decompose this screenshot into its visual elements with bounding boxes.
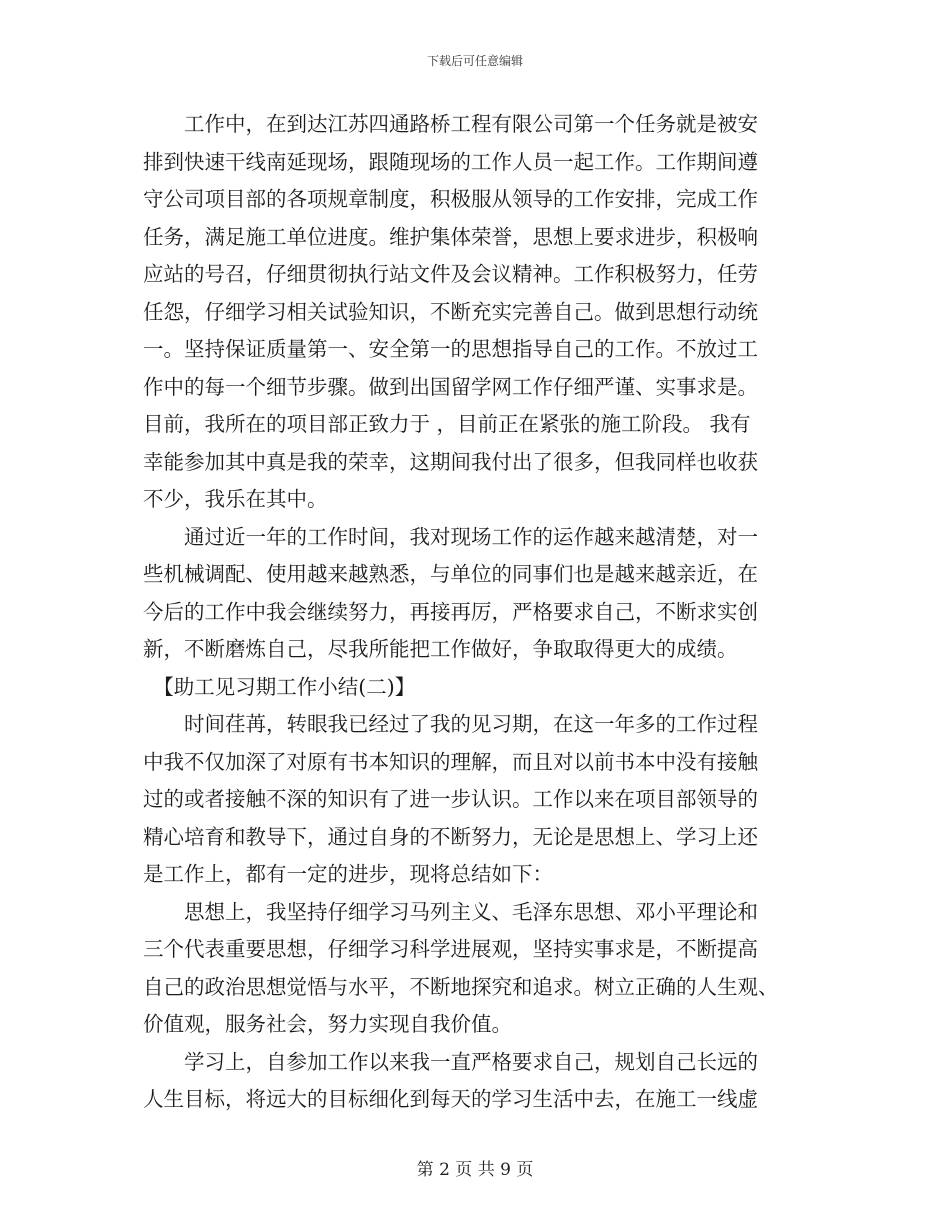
page-header: 下载后可任意编辑 — [426, 54, 523, 68]
text-line: 幸能参加其中真是我的荣幸，这期间我付出了很多，但我同样也收获 — [143, 449, 758, 474]
text-line: 些机械调配、使用越来越熟悉，与单位的同事们也是越来越亲近，在 — [143, 562, 758, 586]
text-line: 思想上，我坚持仔细学习马列主义、毛泽东思想、邓小平理论和 — [143, 899, 758, 924]
text-line: 一。坚持保证质量第一、安全第一的思想指导自己的工作。不放过工 — [143, 337, 758, 361]
page-number-footer: 第 2 页 共 9 页 — [416, 1160, 534, 1180]
text-line: 排到快速干线南延现场，跟随现场的工作人员一起工作。工作期间遵 — [143, 149, 758, 174]
text-line: 是工作上，都有一定的进步，现将总结如下： — [143, 862, 553, 886]
text-line: 今后的工作中我会继续努力，再接再厉，严格要求自己，不断求实创 — [143, 599, 758, 624]
text-line: 目前，我所在的项目部正致力于 ，目前正在紧张的施工阶段。 我有 — [143, 412, 751, 436]
text-line: 新，不断磨炼自己，尽我所能把工作做好，争取取得更大的成绩。 — [143, 637, 738, 661]
text-line: 工作中，在到达江苏四通路桥工程有限公司第一个任务就是被安 — [143, 112, 758, 136]
text-line: 三个代表重要思想，仔细学习科学进展观，坚持实事求是，不断提高 — [143, 937, 758, 961]
text-line: 价值观，服务社会，努力实现自我价值。 — [143, 1012, 512, 1036]
text-line: 人生目标，将远大的目标细化到每天的学习生活中去，在施工一线虚 — [143, 1087, 758, 1111]
text-line: 不少，我乐在其中。 — [143, 487, 328, 511]
text-line: 守公司项目部的各项规章制度，积极服从领导的工作安排，完成工作 — [143, 187, 758, 211]
text-line: 过的或者接触不深的知识有了进一步认识。工作以来在项目部领导的 — [143, 787, 758, 811]
text-line: 精心培育和教导下，通过自身的不断努力，无论是思想上、学习上还 — [143, 824, 758, 849]
text-line: 任务，满足施工单位进度。维护集体荣誉，思想上要求进步，积极响 — [143, 224, 758, 249]
text-line: 应站的号召，仔细贯彻执行站文件及会议精神。工作积极努力，任劳 — [143, 262, 758, 286]
text-line: 中我不仅加深了对原有书本知识的理解，而且对以前书本中没有接触 — [143, 749, 758, 774]
text-line: 作中的每一个细节步骤。做到出国留学网工作仔细严谨、实事求是。 — [143, 374, 758, 399]
text-line: 时间荏苒，转眼我已经过了我的见习期，在这一年多的工作过程 — [143, 712, 758, 736]
text-line: 学习上，自参加工作以来我一直严格要求自己，规划自己长远的 — [143, 1049, 758, 1074]
text-line: 通过近一年的工作时间，我对现场工作的运作越来越清楚，对一 — [143, 524, 758, 549]
text-line: 任怨，仔细学习相关试验知识，不断充实完善自己。做到思想行动统 — [143, 299, 758, 324]
document-body — [143, 106, 808, 1119]
text-line: 自己的政治思想觉悟与水平，不断地探究和追求。树立正确的人生观、 — [143, 974, 779, 999]
section-heading: 【助工见习期工作小结(二)】 — [143, 674, 416, 699]
